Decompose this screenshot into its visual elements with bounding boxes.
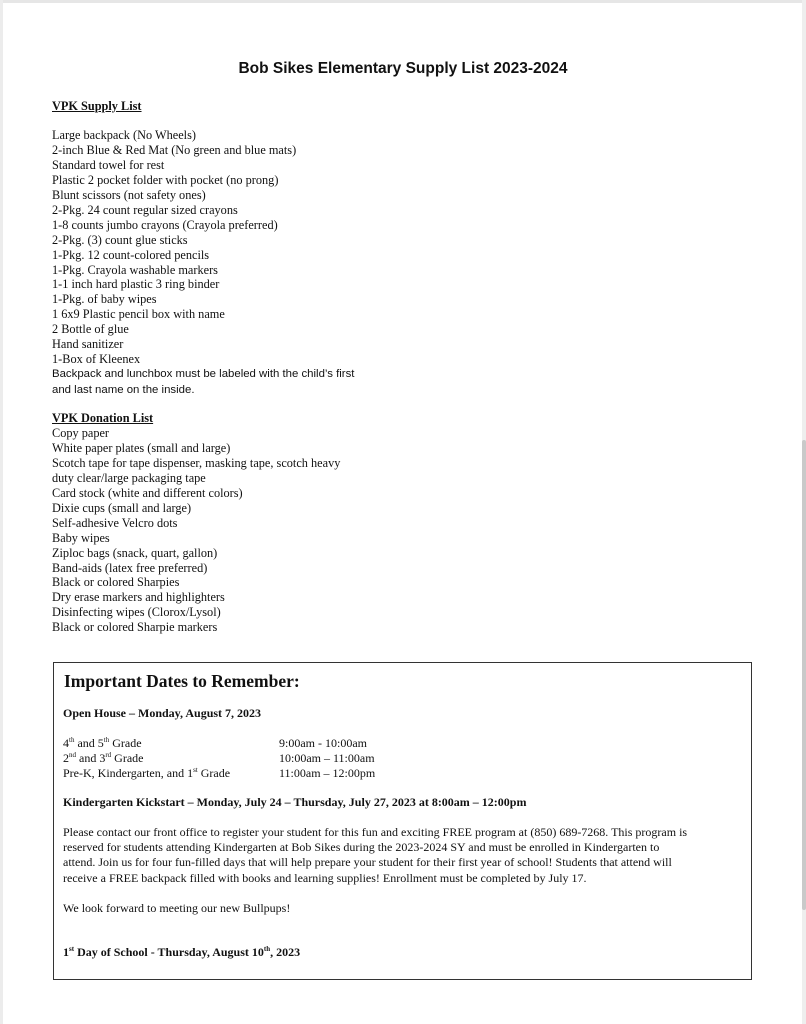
list-item: Ziploc bags (snack, quart, gallon): [52, 545, 218, 560]
list-item: 1-Pkg. Crayola washable markers: [52, 262, 218, 277]
list-item: Scotch tape for tape dispenser, masking tape, scotch heavy: [52, 455, 341, 470]
list-item: Blunt scissors (not safety ones): [52, 187, 206, 202]
grade-row: [63, 736, 142, 751]
first-day-num: 1: [63, 945, 69, 959]
first-day-date-sup: th: [263, 945, 271, 953]
list-item: 2 Bottle of glue: [52, 322, 129, 337]
page-frame-left: [0, 0, 3, 1024]
grade-row: [63, 766, 230, 781]
grade-time: 9:00am - 10:00am: [279, 736, 367, 750]
important-dates-heading: Important Dates to Remember:: [64, 671, 300, 691]
list-item: Baby wipes: [52, 530, 110, 545]
page-frame-top: [0, 0, 806, 3]
grade-label: and 5: [74, 736, 104, 750]
kickstart-paragraph: [63, 825, 733, 886]
list-item: Hand sanitizer: [52, 337, 124, 352]
grade-time: 11:00am – 12:00pm: [279, 766, 376, 780]
important-dates-box: [53, 662, 752, 980]
grade-ordinal: th: [69, 736, 75, 744]
paragraph-line: Please contact our front office to register your student for this fun and exciting FREE program at (850) 689-7268. This program is: [63, 825, 688, 839]
list-item: Large backpack (No Wheels): [52, 127, 196, 142]
grade-time: 10:00am – 11:00am: [279, 751, 375, 765]
list-item: 1-Pkg. of baby wipes: [52, 292, 157, 307]
grade-ordinal: st: [193, 766, 198, 774]
scrollbar-thumb[interactable]: [802, 440, 806, 910]
grade-label: Grade: [111, 751, 144, 765]
list-item: White paper plates (small and large): [52, 440, 231, 455]
list-item: Standard towel for rest: [52, 157, 165, 172]
grade-label: 2: [63, 751, 69, 765]
first-day-line: [63, 945, 300, 960]
document-title: Bob Sikes Elementary Supply List 2023-2024: [238, 60, 568, 77]
list-item: 1-Box of Kleenex: [52, 352, 141, 367]
grade-label: and 3: [76, 751, 106, 765]
list-item: 1-8 counts jumbo crayons (Crayola preferred): [52, 217, 278, 232]
open-house-line: Open House – Monday, August 7, 2023: [63, 706, 262, 720]
list-item: 1-Pkg. 12 count-colored pencils: [52, 247, 210, 262]
list-item: 1-1 inch hard plastic 3 ring binder: [52, 277, 220, 292]
paragraph-line: receive a FREE backpack filled with books and learning supplies! Enrollment must be completed by July 17.: [63, 870, 587, 885]
vpk-donation-section: [52, 411, 340, 635]
list-item: Plastic 2 pocket folder with pocket (no prong): [52, 172, 279, 187]
vpk-donation-heading: VPK Donation List: [52, 411, 154, 425]
supply-note-line-1: Backpack and lunchbox must be labeled with the child’s first: [52, 368, 355, 381]
list-item: Band-aids (latex free preferred): [52, 560, 208, 575]
list-item: Self-adhesive Velcro dots: [52, 515, 178, 530]
list-item: 2-inch Blue & Red Mat (No green and blue mats): [52, 142, 297, 157]
grade-label: Pre-K, Kindergarten, and 1: [63, 766, 194, 780]
list-item: Black or colored Sharpie markers: [52, 620, 218, 635]
list-item: 2-Pkg. (3) count glue sticks: [52, 232, 188, 247]
first-day-year: , 2023: [270, 945, 301, 959]
paragraph-line: attend. Join us for four fun-filled days that will help prepare your student for their first year of school! Students that attend will: [63, 855, 672, 870]
vpk-supply-list: [52, 128, 354, 367]
grade-label: Grade: [197, 766, 231, 780]
first-day-text: Day of School - Thursday, August 10: [74, 945, 264, 959]
list-item: Disinfecting wipes (Clorox/Lysol): [52, 605, 221, 620]
grade-ordinal: nd: [69, 751, 76, 759]
grade-label: Grade: [109, 736, 142, 750]
list-item: Copy paper: [52, 425, 110, 440]
list-item: duty clear/large packaging tape: [52, 470, 206, 485]
list-item: Black or colored Sharpies: [52, 575, 180, 590]
list-item: Dry erase markers and highlighters: [52, 590, 225, 605]
closing-line: We look forward to meeting our new Bullpups!: [63, 901, 291, 915]
list-item: Card stock (white and different colors): [52, 485, 243, 500]
list-item: 1 6x9 Plastic pencil box with name: [52, 307, 225, 322]
kickstart-line: Kindergarten Kickstart – Monday, July 24 – Thursday, July 27, 2023 at 8:00am – 12:00pm: [63, 795, 527, 809]
vpk-donation-list: [52, 426, 340, 635]
grade-ordinal: th: [103, 736, 110, 744]
supply-note-line-2: and last name on the inside.: [52, 383, 195, 396]
paragraph-line: reserved for students attending Kindergarten at Bob Sikes during the 2023-2024 SY and must be enrolled in Kindergarten to: [63, 840, 660, 855]
list-item: Dixie cups (small and large): [52, 500, 192, 515]
grade-ordinal: rd: [105, 751, 112, 759]
vpk-supply-section: [52, 99, 354, 398]
grade-row: [63, 751, 144, 766]
list-item: 2-Pkg. 24 count regular sized crayons: [52, 202, 238, 217]
vpk-supply-heading: VPK Supply List: [52, 99, 142, 113]
first-day-sup: st: [69, 945, 75, 953]
grade-label: 4: [63, 736, 69, 750]
